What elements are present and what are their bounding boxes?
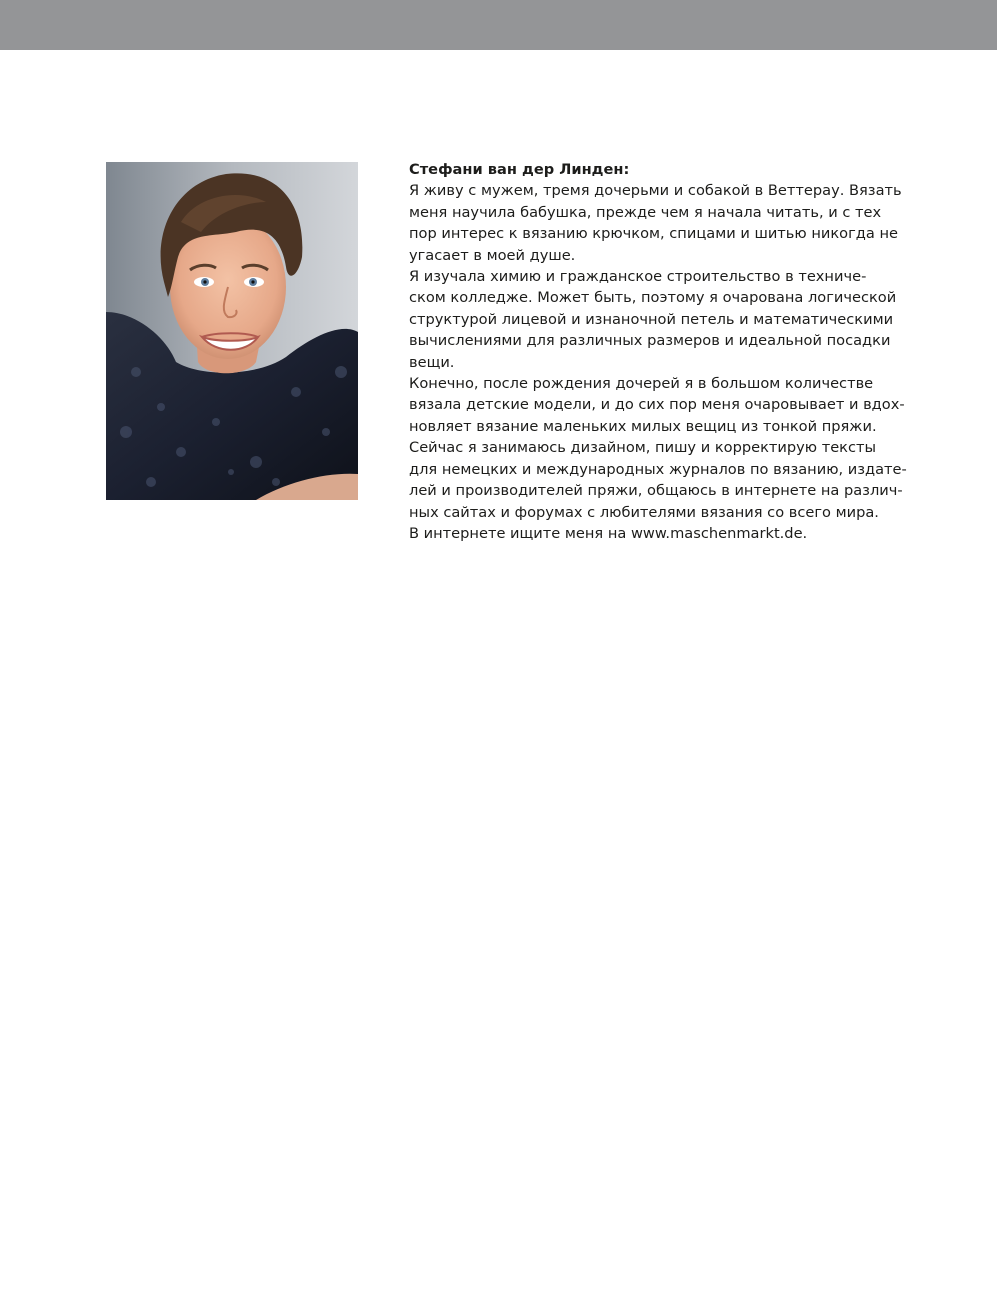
- bio-line: Я изучала химию и гражданское строительство в техниче-: [409, 268, 867, 286]
- portrait-illustration: [106, 162, 358, 500]
- bio-line: вязала детские модели, и до сих пор меня очаровывает и вдох-: [409, 396, 905, 414]
- bio-line: ных сайтах и форумах с любителями вязания со всего мира.: [409, 503, 879, 521]
- bio-line: Сейчас я занимаюсь дизайном, пишу и корректирую тексты: [409, 439, 877, 457]
- author-name-heading: Стефани ван дер Линден:: [409, 161, 630, 178]
- bio-website-line: В интернете ищите меня на www.maschenmarkt.de.: [409, 524, 808, 542]
- header-bar: [0, 0, 997, 50]
- bio-line: новляет вязание маленьких милых вещиц из тонкой пряжи.: [409, 417, 877, 435]
- bio-line: угасает в моей душе.: [409, 246, 576, 264]
- bio-line: меня научила бабушка, прежде чем я начала читать, и с тех: [409, 203, 882, 221]
- author-bio: [409, 159, 907, 544]
- bio-line: Я живу с мужем, тремя дочерьми и собакой в Веттерау. Вязать: [409, 182, 902, 200]
- bio-line: лей и производителей пряжи, общаюсь в интернете на различ-: [409, 482, 903, 500]
- bio-line: вещи.: [409, 353, 455, 371]
- bio-line: вычислениями для различных размеров и идеальной посадки: [409, 332, 891, 350]
- bio-line: ском колледже. Может быть, поэтому я очарована логической: [409, 289, 897, 307]
- bio-line: пор интерес к вязанию крючком, спицами и шитью никогда не: [409, 225, 898, 243]
- bio-line: для немецких и международных журналов по вязанию, издате-: [409, 460, 907, 478]
- bio-line: структурой лицевой и изнаночной петель и математическими: [409, 310, 894, 328]
- bio-line: Конечно, после рождения дочерей я в большом количестве: [409, 375, 874, 393]
- author-portrait-photo: [106, 162, 358, 500]
